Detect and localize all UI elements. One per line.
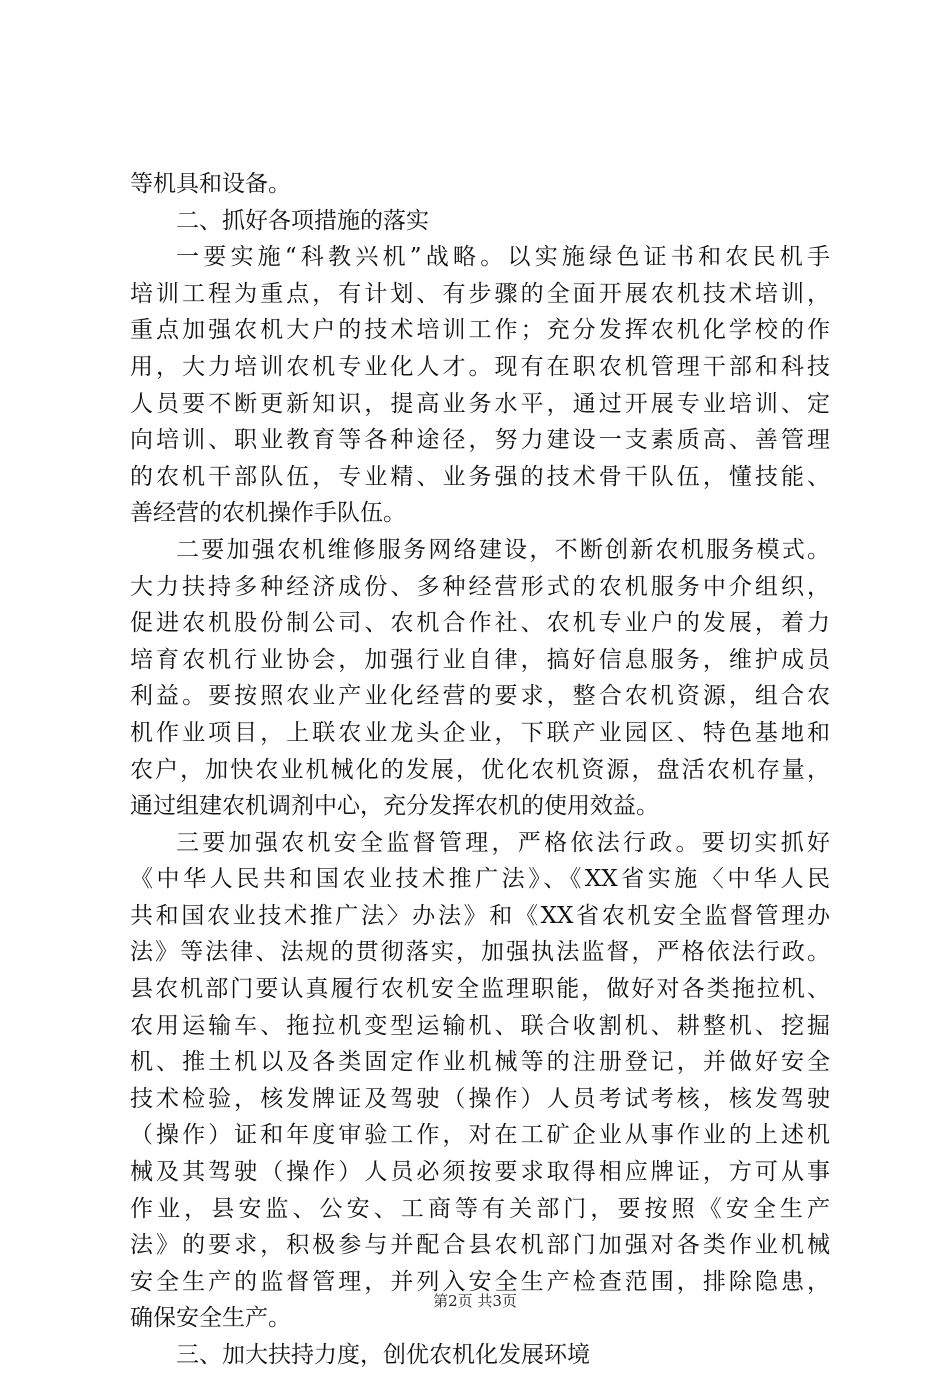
text-line: 善经营的农机操作手队伍。 <box>130 500 406 527</box>
text-line: 人员要不断更新知识，提高业务水平，通过开展专业培训、定 <box>130 390 830 417</box>
text-line: 促进农机股份制公司、农机合作社、农机专业户的发展，着力 <box>130 610 830 637</box>
text-line: 二、抓好各项措施的落实 <box>176 207 429 234</box>
text-line: 通过组建农机调剂中心，充分发挥农机的使用效益。 <box>130 793 659 820</box>
text-line: 作业，县安监、公安、工商等有关部门，要按照《安全生产 <box>130 1195 830 1222</box>
text-line: 农用运输车、拖拉机变型运输机、联合收割机、耕整机、挖掘 <box>130 1012 830 1039</box>
text-line: 机作业项目，上联农业龙头企业，下联产业园区、特色基地和 <box>130 719 830 746</box>
text-line: 培育农机行业协会，加强行业自律，搞好信息服务，维护成员 <box>130 646 830 673</box>
text-line: 械及其驾驶（操作）人员必须按要求取得相应牌证，方可从事 <box>130 1159 830 1186</box>
text-line: 三、加大扶持力度，创优农机化发展环境 <box>176 1342 590 1368</box>
text-line: 技术检验，核发牌证及驾驶（操作）人员考试考核，核发驾驶 <box>130 1085 830 1112</box>
text-line: （操作）证和年度审验工作，对在工矿企业从事作业的上述机 <box>130 1122 830 1149</box>
text-line: 法》的要求，积极参与并配合县农机部门加强对各类作业机械 <box>130 1232 830 1259</box>
text-line: 的农机干部队伍，专业精、业务强的技术骨干队伍，懂技能、 <box>130 463 830 490</box>
text-line: 等机具和设备。 <box>130 171 291 197</box>
text-line: 《中华人民共和国农业技术推广法》、《XX省实施〈中华人民 <box>130 866 830 893</box>
text-line: 共和国农业技术推广法〉办法》和《XX省农机安全监督管理办 <box>130 902 830 929</box>
text-line: 用，大力培训农机专业化人才。现有在职农机管理干部和科技 <box>130 353 830 380</box>
text-line: 重点加强农机大户的技术培训工作；充分发挥农机化学校的作 <box>130 317 830 344</box>
text-line: 培训工程为重点，有计划、有步骤的全面开展农机技术培训， <box>130 280 830 307</box>
text-line: 机、推土机以及各类固定作业机械等的注册登记，并做好安全 <box>130 1049 830 1076</box>
text-line: 利益。要按照农业产业化经营的要求，整合农机资源，组合农 <box>130 683 830 710</box>
document-body <box>130 166 830 1374</box>
text-line: 县农机部门要认真履行农机安全监理职能，做好对各类拖拉机、 <box>130 976 830 1003</box>
text-line: 法》等法律、法规的贯彻落实，加强执法监督，严格依法行政。 <box>130 939 830 966</box>
text-line: 三要加强农机安全监督管理，严格依法行政。要切实抓好 <box>176 829 830 856</box>
text-line: 二要加强农机维修服务网络建设，不断创新农机服务模式。 <box>176 536 830 563</box>
text-line: 一要实施“科教兴机”战略。以实施绿色证书和农民机手 <box>176 244 830 271</box>
page-footer: 第2页 共3页 <box>433 1292 517 1310</box>
text-line: 向培训、职业教育等各种途径，努力建设一支素质高、善管理 <box>130 427 830 454</box>
text-line: 确保安全生产。 <box>130 1305 291 1332</box>
text-line: 大力扶持多种经济成份、多种经营形式的农机服务中介组织， <box>130 573 830 600</box>
text-line: 安全生产的监督管理，并列入安全生产检查范围，排除隐患， <box>130 1268 830 1295</box>
text-line: 农户，加快农业机械化的发展，优化农机资源，盘活农机存量， <box>130 756 830 783</box>
